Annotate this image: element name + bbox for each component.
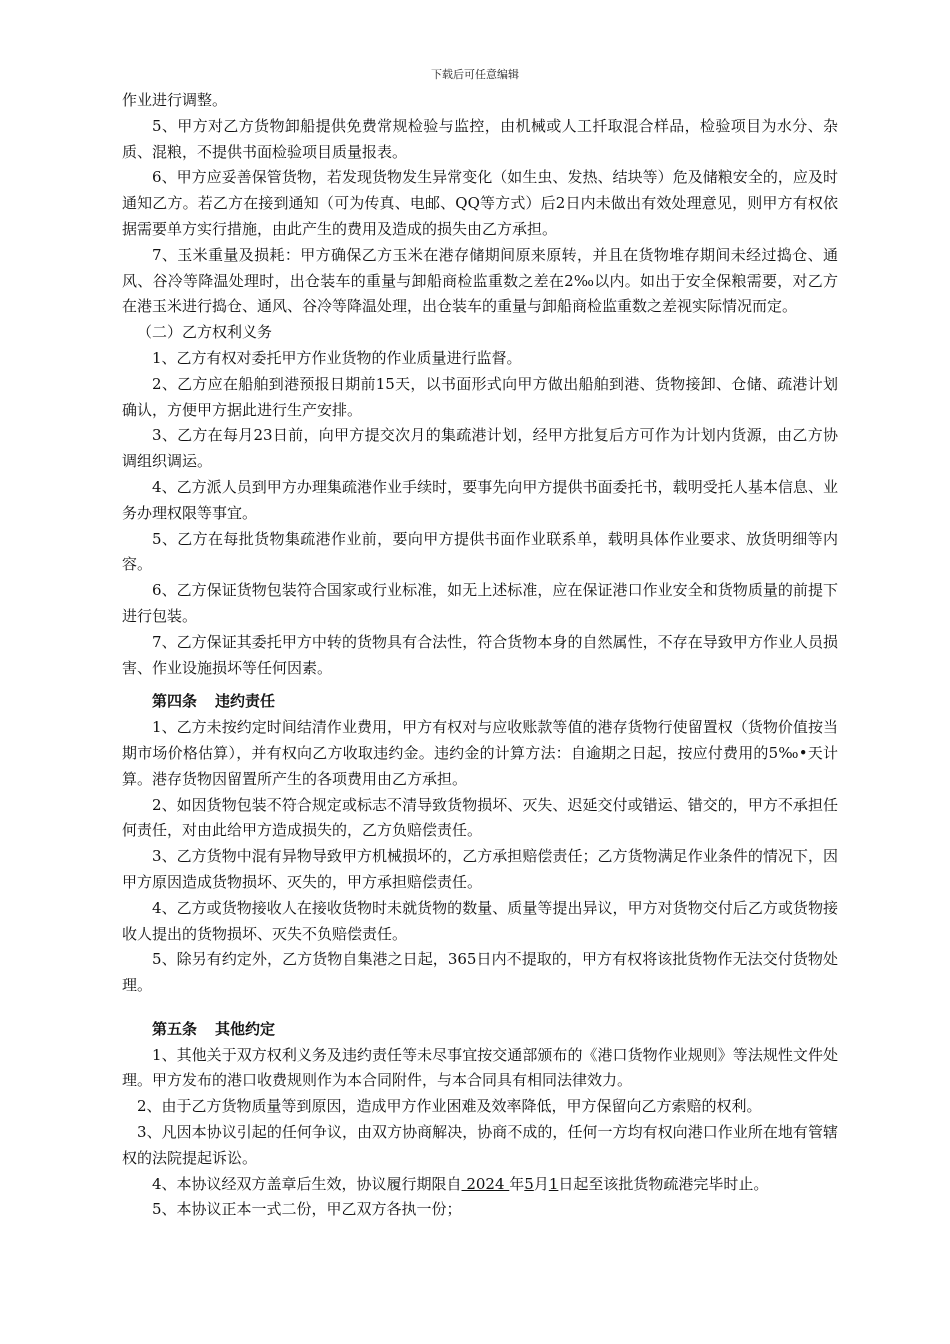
- article-4-item-2: 2、如因货物包装不符合规定或标志不清导致货物损坏、灭失、迟延交付或错运、错交的，甲方不承担任何责任，对由此给甲方造成损失的，乙方负赔偿责任。: [122, 795, 838, 840]
- section-spacer: [122, 999, 838, 1017]
- article-4-number: 第四条: [152, 692, 198, 711]
- section-title-yi: （二）乙方权利义务: [137, 323, 273, 342]
- article-4-heading: [122, 689, 838, 715]
- yi-item-6: 6、乙方保证货物包装符合国家或行业标准，如无上述标准，应在保证港口作业安全和货物质量的前提下进行包装。: [122, 581, 838, 625]
- article-4-item-3: 3、乙方货物中混有异物导致甲方机械损坏的，乙方承担赔偿责任；乙方货物满足作业条件的情况下，因甲方原因造成货物损坏、灭失的，甲方承担赔偿责任。: [122, 847, 838, 891]
- yi-item-4: 4、乙方派人员到甲方办理集疏港作业手续时，要事先向甲方提供书面委托书，载明受托人基本信息、业务办理权限等事宜。: [122, 477, 838, 522]
- page-header: 下载后可任意编辑: [431, 68, 519, 81]
- yi-item-1: 1、乙方有权对委托甲方作业货物的作业质量进行监督。: [152, 348, 522, 367]
- yi-item-5: 5、乙方在每批货物集疏港作业前，要向甲方提供书面作业联系单，载明具体作业要求、放货明细等内容。: [122, 529, 838, 574]
- paragraph-continuation: 作业进行调整。: [122, 91, 228, 109]
- yi-item-3: 3、乙方在每月23日前，向甲方提交次月的集疏港计划，经甲方批复后方可作为计划内货源，由乙方协调组织调运。: [122, 426, 838, 471]
- yi-item-7: 7、乙方保证其委托甲方中转的货物具有合法性，符合货物本身的自然属性，不存在导致甲方作业人员损害、作业设施损坏等任何因素。: [122, 632, 838, 677]
- article-4-item-5: 5、除另有约定外，乙方货物自集港之日起，365日内不提取的，甲方有权将该批货物作无法交付货物处理。: [122, 950, 838, 995]
- article-5-item-3: 3、凡因本协议引起的任何争议，由双方协商解决，协商不成的，任何一方均有权向港口作业所在地有管辖权的法院提起诉讼。: [122, 1123, 838, 1167]
- yi-item-2: 2、乙方应在船舶到港预报日期前15天，以书面形式向甲方做出船舶到港、货物接卸、仓储、疏港计划确认，方便甲方据此进行生产安排。: [122, 374, 838, 419]
- jia-item-7: 7、玉米重量及损耗：甲方确保乙方玉米在港存储期间原来原转，并且在货物堆存期间未经过捣仓、通风、谷冷等降温处理时，出仓装车的重量与卸船商检监重数之差在2‰以内。如出于安全保粮需要，对乙方在港玉米进行捣仓、通风、谷冷等降温处理，出仓装车的重量与卸船商检监重数之差视实际情况而定。: [122, 245, 838, 316]
- term-prefix: 4、本协议经双方盖章后生效，协议履行期限自: [152, 1174, 462, 1193]
- article-4-item-4: 4、乙方或货物接收人在接收货物时未就货物的数量、质量等提出异议，甲方对货物交付后乙方或货物接收人提出的货物损坏、灭失不负赔偿责任。: [122, 898, 838, 943]
- article-4-title: 违约责任: [215, 692, 276, 711]
- term-year: 2024: [461, 1174, 510, 1193]
- term-day: 1: [548, 1174, 559, 1193]
- article-4-item-1: 1、乙方未按约定时间结清作业费用，甲方有权对与应收账款等值的港存货物行使留置权（货物价值按当期市场价格估算），并有权向乙方收取违约金。违约金的计算方法：自逾期之日起，按应付费用的5‰•天计算。港存货物因留置所产生的各项费用由乙方承担。: [122, 718, 838, 788]
- term-suffix: 日起至该批货物疏港完毕时止。: [558, 1174, 769, 1193]
- term-month: 5: [524, 1174, 534, 1193]
- article-5-number: 第五条: [152, 1019, 198, 1038]
- article-5-item-5: 5、本协议正本一式二份，甲乙双方各执一份；: [152, 1200, 462, 1219]
- article-5-heading: [122, 1017, 838, 1043]
- article-5-item-4: [122, 1172, 838, 1198]
- term-year-suffix: 年: [509, 1174, 525, 1193]
- jia-item-6: 6、甲方应妥善保管货物，若发现货物发生异常变化（如生虫、发热、结块等）危及储粮安全的，应及时通知乙方。若乙方在接到通知（可为传真、电邮、QQ等方式）后2日内未做出有效处理意见，则甲方有权依据需要单方实行措施，由此产生的费用及造成的损失由乙方承担。: [122, 168, 838, 238]
- article-5-title: 其他约定: [215, 1019, 276, 1038]
- jia-item-5: 5、甲方对乙方货物卸船提供免费常规检验与监控，由机械或人工扦取混合样品，检验项目为水分、杂质、混粮，不提供书面检验项目质量报表。: [122, 116, 838, 161]
- document-body: [122, 88, 838, 1223]
- article-5-item-2: 2、由于乙方货物质量等到原因，造成甲方作业困难及效率降低，甲方保留向乙方索赔的权利。: [137, 1097, 762, 1116]
- term-month-suffix: 月: [533, 1174, 549, 1193]
- article-5-item-1: 1、其他关于双方权利义务及违约责任等未尽事宜按交通部颁布的《港口货物作业规则》等法规性文件处理。甲方发布的港口收费规则作为本合同附件，与本合同具有相同法律效力。: [122, 1045, 838, 1090]
